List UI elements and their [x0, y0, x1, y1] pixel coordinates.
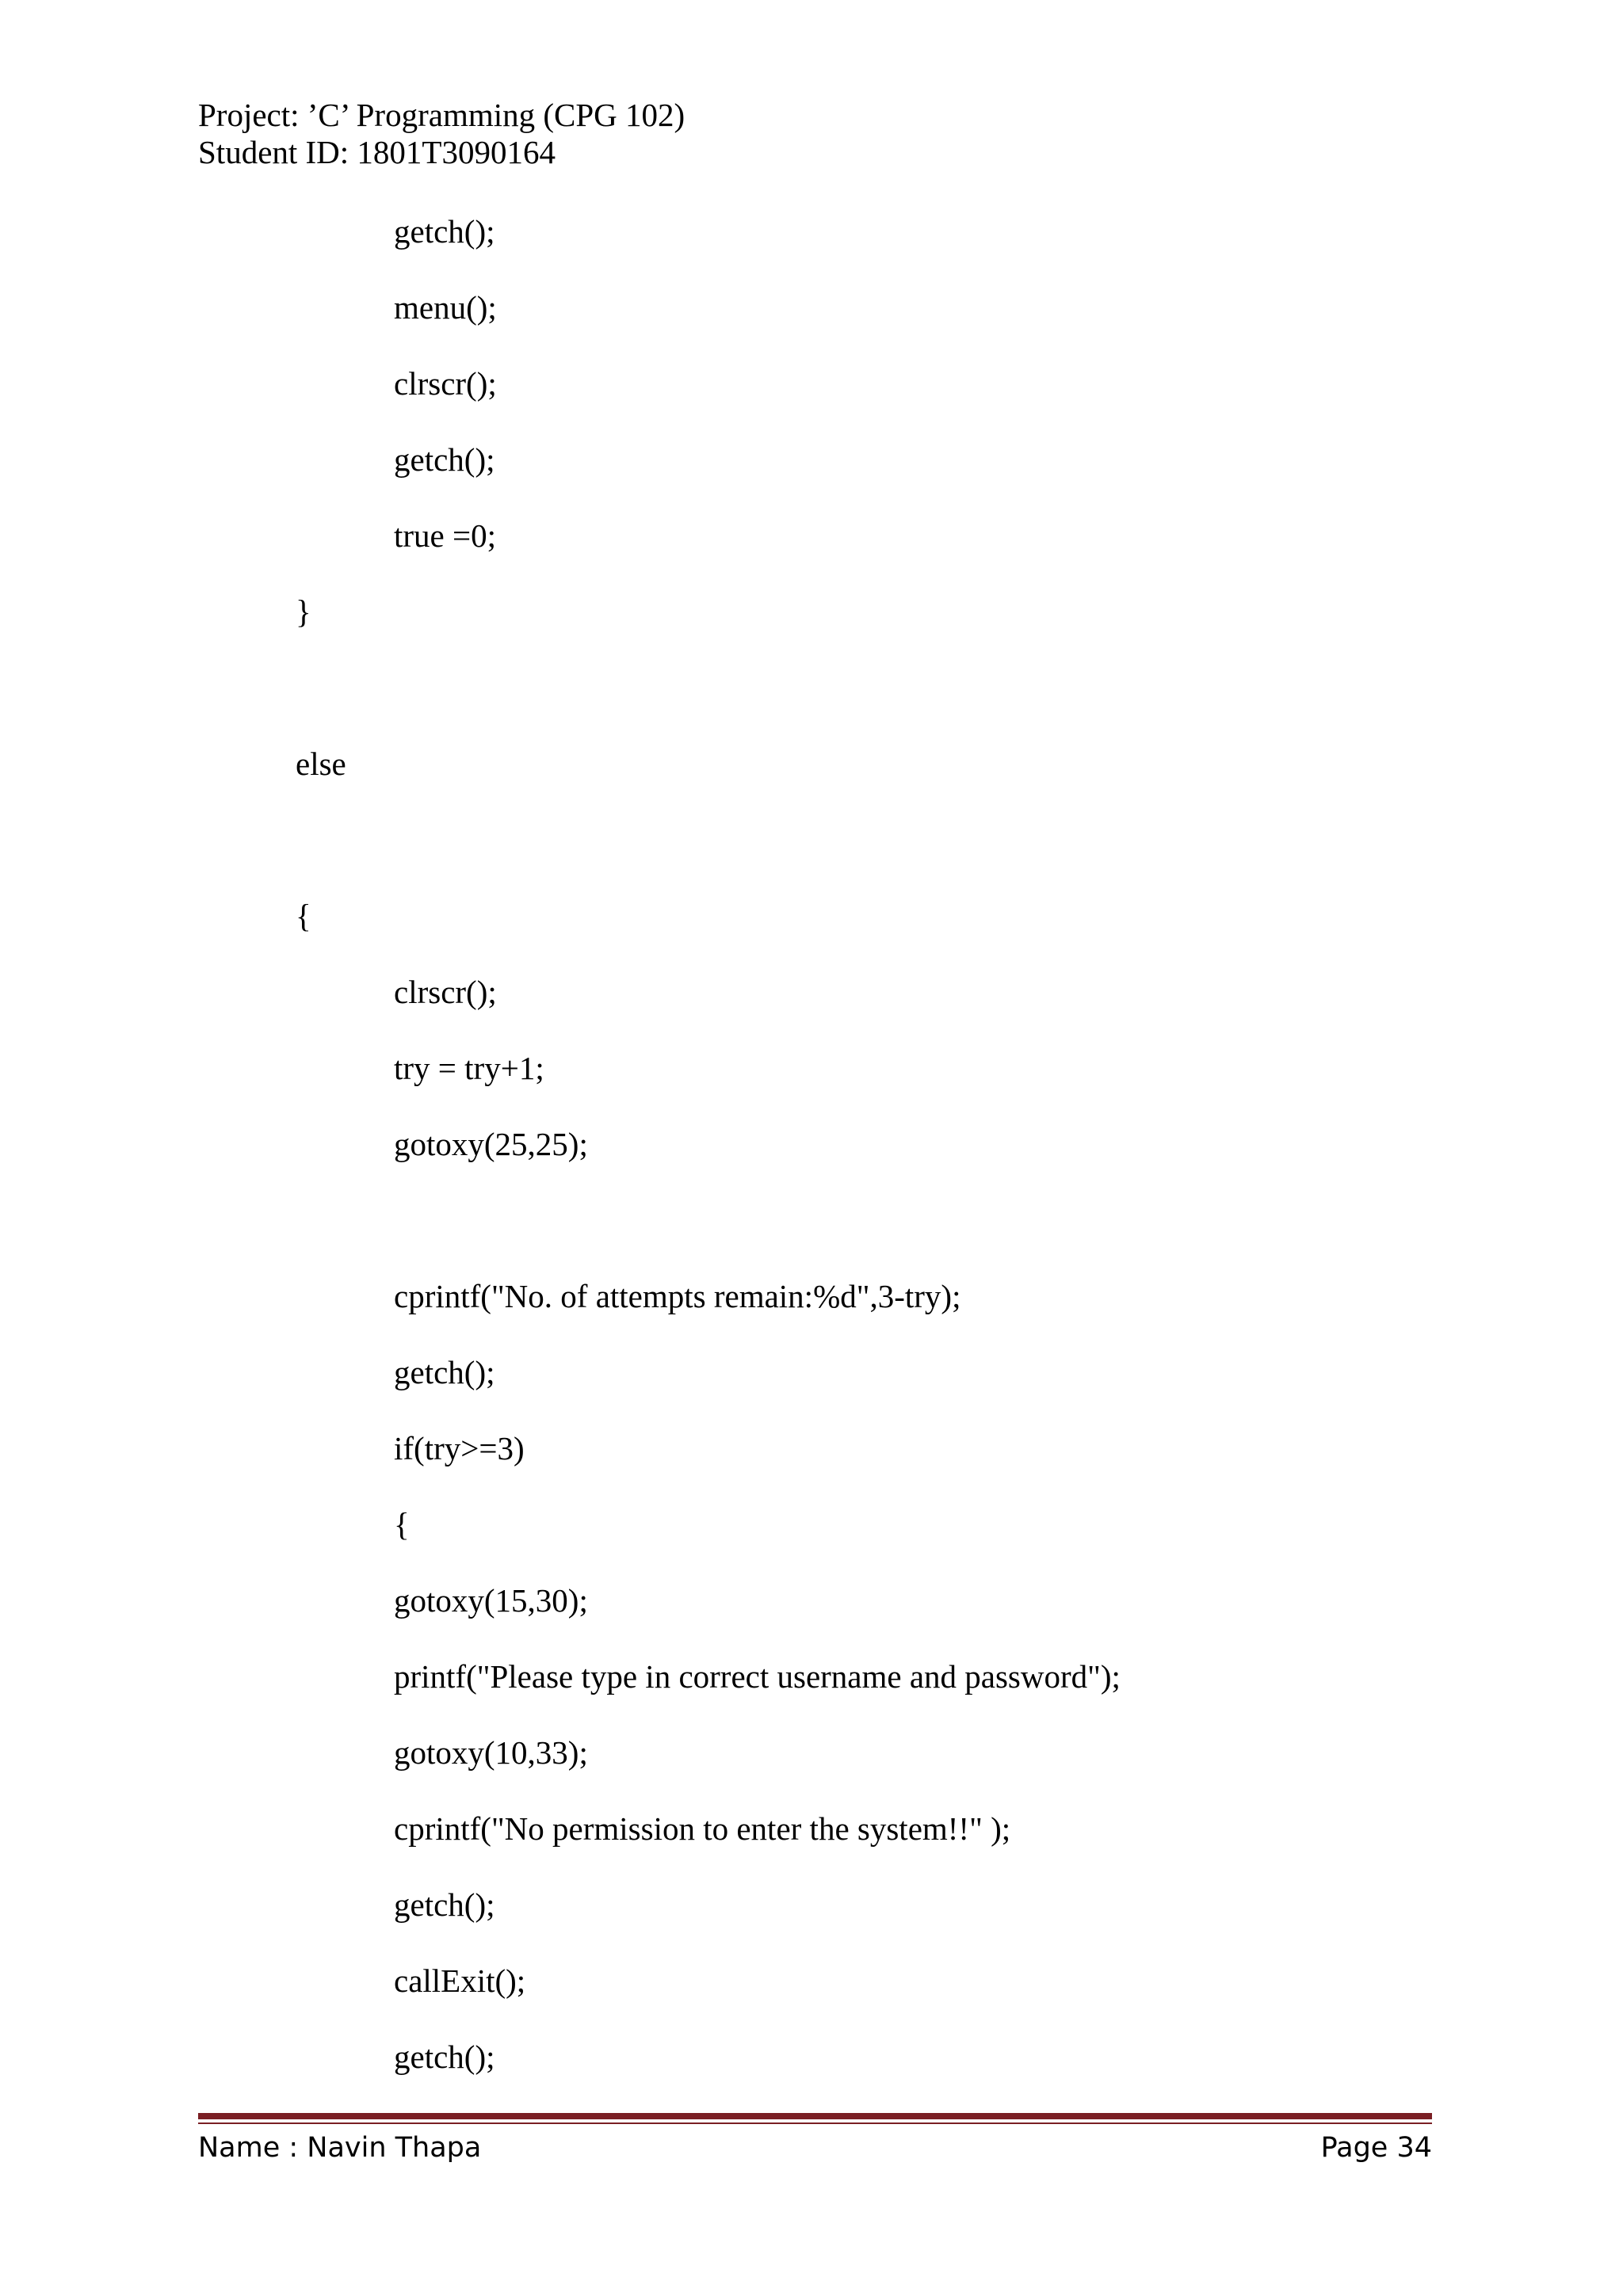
code-line: clrscr();: [394, 974, 497, 1010]
page-footer: [198, 2129, 1432, 2167]
code-line: if(try>=3): [394, 1430, 525, 1466]
page-number: Page 34: [1320, 2132, 1432, 2164]
code-line: callExit();: [394, 1962, 526, 1999]
footer-divider-thin: [198, 2122, 1432, 2124]
code-line: getch();: [394, 213, 495, 250]
code-line: }: [296, 593, 311, 630]
code-line: gotoxy(15,30);: [394, 1582, 588, 1619]
author-name: Name : Navin Thapa: [198, 2132, 482, 2164]
code-line: clrscr();: [394, 365, 497, 402]
code-line: getch();: [394, 1886, 495, 1923]
code-line: cprintf("No permission to enter the system!!" );: [394, 1810, 1011, 1847]
student-id: Student ID: 1801T3090164: [198, 134, 556, 170]
code-line: getch();: [394, 2039, 495, 2075]
code-line: menu();: [394, 289, 497, 326]
footer-divider-thick: [198, 2113, 1432, 2119]
code-line: gotoxy(25,25);: [394, 1126, 588, 1162]
project-title: Project: ’C’ Programming (CPG 102): [198, 97, 685, 133]
code-line: getch();: [394, 1354, 495, 1390]
code-line: else: [296, 746, 346, 782]
code-line: printf("Please type in correct username and password");: [394, 1658, 1121, 1695]
code-line: true =0;: [394, 517, 497, 554]
code-line: gotoxy(10,33);: [394, 1734, 588, 1771]
code-line: try = try+1;: [394, 1050, 544, 1086]
code-line: cprintf("No. of attempts remain:%d",3-try);: [394, 1278, 961, 1314]
code-line: getch();: [394, 441, 495, 478]
code-line: {: [296, 898, 311, 934]
page-header: [198, 97, 685, 171]
code-line: {: [394, 1506, 410, 1543]
